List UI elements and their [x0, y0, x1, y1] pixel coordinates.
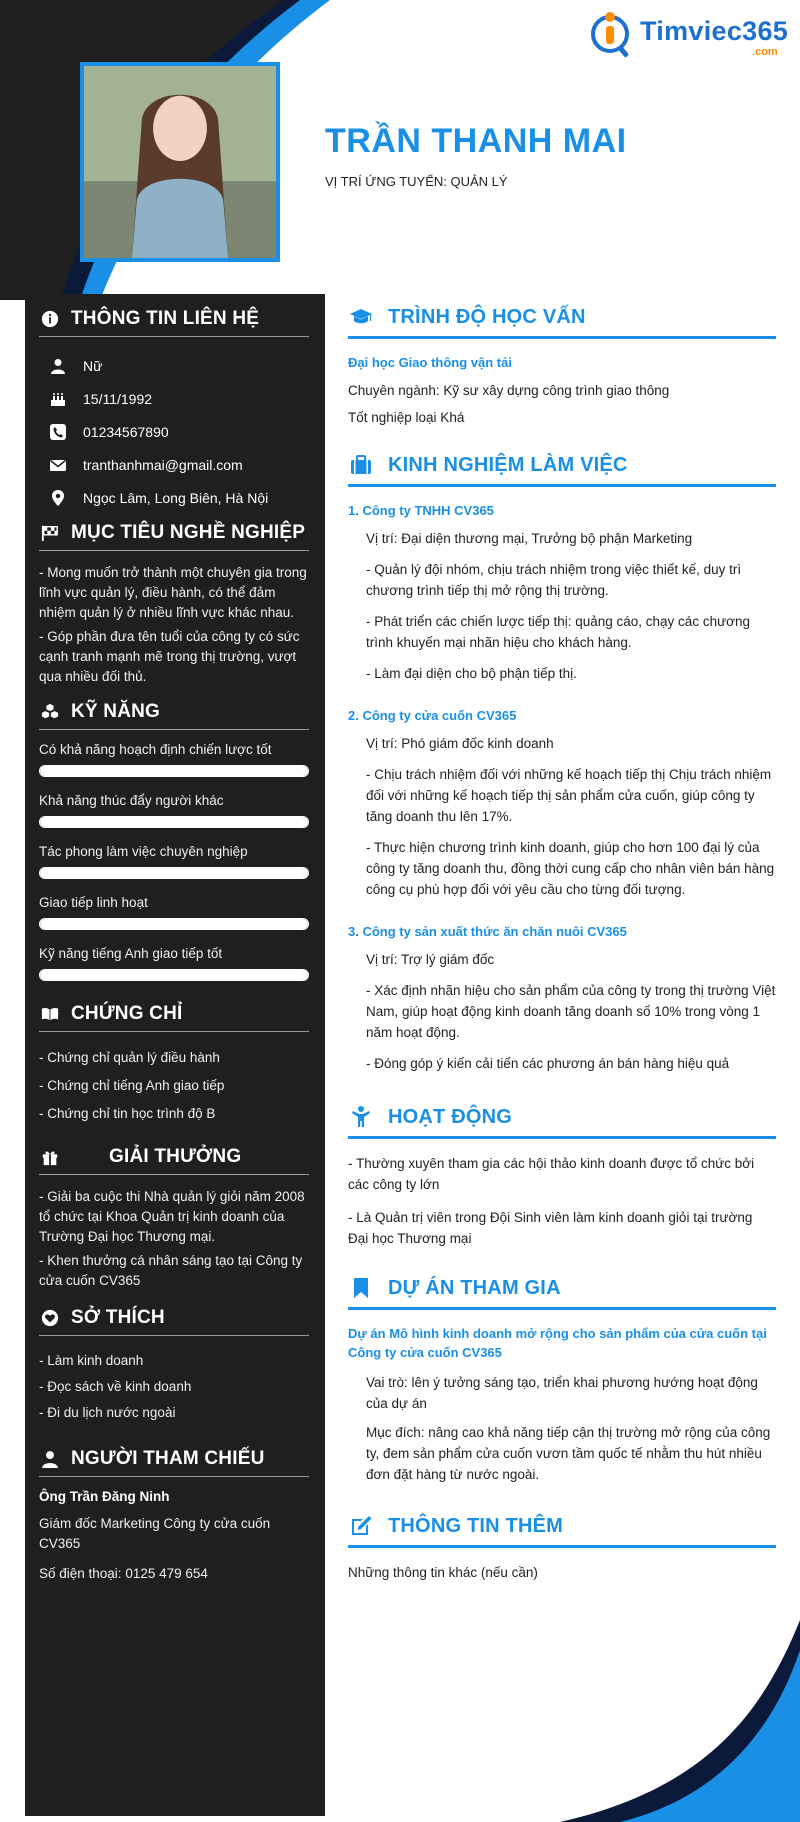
- brand-logo[interactable]: [590, 8, 790, 62]
- skill-item: [39, 895, 309, 930]
- education-heading: [348, 304, 776, 339]
- applied-position: VỊ TRÍ ỨNG TUYỂN: QUẢN LÝ: [325, 174, 508, 189]
- map-marker-icon: [47, 490, 69, 506]
- main-content: [348, 304, 776, 1589]
- cake-icon: [47, 391, 69, 407]
- job-company: 2. Công ty cửa cuốn CV365: [348, 708, 517, 723]
- skill-label: Tác phong làm việc chuyên nghiệp: [39, 844, 248, 859]
- skill-bar: [39, 765, 309, 777]
- logo-icon: [590, 8, 636, 60]
- certificate-item: - Chứng chỉ tin học trình độ B: [39, 1106, 216, 1121]
- heart-icon: [39, 1307, 61, 1329]
- activities-heading: [348, 1104, 776, 1139]
- contact-phone-value: 01234567890: [83, 423, 169, 440]
- reference-heading-text: NGƯỜI THAM CHIẾU: [71, 1448, 265, 1469]
- projects-heading-text: DỰ ÁN THAM GIA: [388, 1276, 561, 1299]
- skill-bar: [39, 969, 309, 981]
- skill-level: [40, 970, 308, 980]
- hobbies-heading-text: SỞ THÍCH: [71, 1307, 165, 1328]
- job-company: 3. Công ty sản xuất thức ăn chăn nuôi CV365: [348, 924, 627, 939]
- skill-item: [39, 844, 309, 879]
- contact-gender: [39, 349, 309, 382]
- award-paragraph: - Giải ba cuộc thi Nhà quản lý giỏi năm 2008 tổ chức tại Khoa Quản trị kinh doanh của Trường Đại học Thương mại.: [39, 1189, 305, 1244]
- awards-heading-text: GIẢI THƯỞNG: [109, 1146, 242, 1167]
- certificate-item: - Chứng chỉ quản lý điều hành: [39, 1050, 220, 1065]
- hobby-item: - Đọc sách về kinh doanh: [39, 1379, 192, 1394]
- contact-gender-value: Nữ: [83, 357, 103, 374]
- job-role: Vị trí: Trợ lý giám đốc: [366, 952, 495, 967]
- skill-label: Giao tiếp linh hoạt: [39, 895, 148, 910]
- award-paragraph: - Khen thưởng cá nhân sáng tạo tại Công ty cửa cuốn CV365: [39, 1253, 303, 1288]
- bookmark-icon: [348, 1275, 374, 1301]
- phone-icon: [47, 424, 69, 440]
- graduation-cap-icon: [348, 304, 374, 330]
- reference-name: Ông Trần Đăng Ninh: [39, 1489, 170, 1504]
- skill-item: [39, 742, 309, 777]
- activities-heading-text: HOẠT ĐỘNG: [388, 1105, 513, 1128]
- education-school: Đại học Giao thông vận tải: [348, 355, 512, 370]
- skill-level: [40, 817, 308, 827]
- envelope-icon: [47, 457, 69, 473]
- projects-heading: [348, 1275, 776, 1310]
- skill-item: [39, 946, 309, 981]
- contact-address-value: Ngọc Lâm, Long Biên, Hà Nội: [83, 489, 269, 506]
- experience-heading: [348, 452, 776, 487]
- skill-level: [40, 919, 308, 929]
- contact-address: [39, 481, 309, 514]
- edit-icon: [348, 1513, 374, 1539]
- reference-heading: [39, 1448, 309, 1477]
- reference-phone: Số điện thoại: 0125 479 654: [39, 1566, 208, 1581]
- profile-photo: [80, 62, 280, 262]
- project-name: Dự án Mô hình kinh doanh mở rộng cho sản phẩm của cửa cuốn tại Công ty cửa cuốn CV365: [348, 1326, 767, 1360]
- sidebar: [25, 294, 325, 1816]
- job-entry: [348, 501, 776, 684]
- project-goal: Mục đích: nâng cao khả năng tiếp cận thị trường mở rộng của công ty, đem sản phẩm cửa cuốn vươn tầm quốc tế nhằm thu hút nhiều đơn đặt hàng từ nước ngoài.: [366, 1425, 771, 1482]
- job-detail: - Làm đại diện cho bộ phận tiếp thị.: [366, 666, 577, 681]
- objective-paragraph: - Mong muốn trở thành một chuyên gia trong lĩnh vực quản lý, điều hành, có thể đảm nhiệm quản lý ở nhiều lĩnh vực khác nhau.: [39, 565, 307, 620]
- awards-heading: [39, 1146, 309, 1175]
- certificate-item: - Chứng chỉ tiếng Anh giao tiếp: [39, 1078, 225, 1093]
- user-icon: [39, 1448, 61, 1470]
- job-entry: [348, 922, 776, 1074]
- logo-suffix: .com: [752, 46, 778, 58]
- user-icon: [47, 358, 69, 374]
- briefcase-icon: [348, 452, 374, 478]
- contact-email[interactable]: [39, 448, 309, 481]
- skill-bar: [39, 816, 309, 828]
- activity-item: - Thường xuyên tham gia các hội thảo kinh doanh được tổ chức bởi các công ty lớn: [348, 1156, 755, 1192]
- contact-birthday-value: 15/11/1992: [83, 390, 153, 407]
- job-role: Vị trí: Đại diện thương mại, Trưởng bộ phận Marketing: [366, 531, 693, 546]
- skill-item: [39, 793, 309, 828]
- job-company: 1. Công ty TNHH CV365: [348, 503, 494, 518]
- project-role: Vai trò: lên ý tưởng sáng tạo, triển khai phương hướng hoạt động của dự án: [366, 1375, 758, 1411]
- skill-bar: [39, 867, 309, 879]
- logo-text: Timviec365: [640, 16, 789, 46]
- flag-checkered-icon: [39, 522, 61, 544]
- book-open-icon: [39, 1003, 61, 1025]
- contact-heading: [39, 308, 309, 337]
- skills-heading: [39, 701, 309, 730]
- job-detail: - Chịu trách nhiệm đối với những kế hoạch tiếp thị Chịu trách nhiệm đối với những kế hoạch tiếp thị sản phẩm cửa cuốn, giúp công ty tăng doanh thu lên 17%.: [366, 767, 772, 824]
- cubes-icon: [39, 701, 61, 723]
- child-icon: [348, 1104, 374, 1130]
- skill-level: [40, 868, 308, 878]
- skill-bar: [39, 918, 309, 930]
- skill-label: Có khả năng hoạch định chiến lược tốt: [39, 742, 272, 757]
- hobby-item: - Đi du lịch nước ngoài: [39, 1405, 176, 1420]
- skill-label: Kỹ năng tiếng Anh giao tiếp tốt: [39, 946, 223, 961]
- hobbies-heading: [39, 1307, 309, 1336]
- contact-birthday: [39, 382, 309, 415]
- job-entry: [348, 706, 776, 900]
- reference-role: Giám đốc Marketing Công ty cửa cuốn CV365: [39, 1516, 271, 1551]
- objective-heading-text: MỤC TIÊU NGHỀ NGHIỆP: [71, 522, 306, 543]
- job-detail: - Quản lý đội nhóm, chịu trách nhiệm trong việc thiết kế, duy trì chương trình tiếp thị mở rộng thị trường.: [366, 562, 742, 598]
- job-detail: - Thực hiện chương trình kinh doanh, giúp cho hơn 100 đại lý của công ty tăng doanh thu, đồng thời cung cấp cho nhân viên bán hàng công cụ phù hợp đối với yêu cầu cho từng đối tượng.: [366, 840, 775, 897]
- skill-label: Khả năng thúc đẩy người khác: [39, 793, 224, 808]
- gift-icon: [39, 1146, 61, 1168]
- extra-heading: [348, 1513, 776, 1548]
- experience-heading-text: KINH NGHIỆM LÀM VIỆC: [388, 453, 628, 476]
- job-detail: - Phát triển các chiến lược tiếp thị: quảng cáo, chạy các chương trình khuyến mại nhãn hiệu cho khách hàng.: [366, 614, 750, 650]
- job-detail: - Xác định nhãn hiệu cho sản phẩm của công ty trong thị trường Việt Nam, giúp hoạt động kinh doanh tăng doanh số 10% trong vòng 1 năm hoạt động.: [366, 983, 776, 1040]
- activity-item: - Là Quản trị viên trong Đội Sinh viên làm kinh doanh giỏi tại trường Đại học Thương mại: [348, 1210, 753, 1246]
- education-major: Chuyên ngành: Kỹ sư xây dựng công trình giao thông: [348, 383, 670, 398]
- certificates-heading: [39, 1003, 309, 1032]
- extra-heading-text: THÔNG TIN THÊM: [388, 1514, 564, 1537]
- certificates-heading-text: CHỨNG CHỈ: [71, 1003, 183, 1024]
- info-circle-icon: [39, 308, 61, 330]
- skills-heading-text: KỸ NĂNG: [71, 701, 161, 722]
- hobby-item: - Làm kinh doanh: [39, 1353, 144, 1368]
- extra-text: Những thông tin khác (nếu cần): [348, 1565, 538, 1580]
- job-detail: - Đóng góp ý kiến cải tiến các phương án bán hàng hiệu quả: [366, 1056, 730, 1071]
- contact-email-value: tranthanhmai@gmail.com: [83, 456, 243, 473]
- job-role: Vị trí: Phó giám đốc kinh doanh: [366, 736, 554, 751]
- objective-paragraph: - Góp phần đưa tên tuổi của công ty có sức cạnh tranh mạnh mẽ trong thị trường, vượt qua nhiều đối thủ.: [39, 629, 300, 684]
- education-heading-text: TRÌNH ĐỘ HỌC VẤN: [388, 305, 586, 328]
- candidate-name: TRẦN THANH MAI: [325, 122, 627, 160]
- objective-heading: [39, 522, 309, 551]
- skill-level: [40, 766, 308, 776]
- contact-heading-text: THÔNG TIN LIÊN HỆ: [71, 308, 260, 329]
- contact-phone[interactable]: [39, 415, 309, 448]
- education-grade: Tốt nghiệp loại Khá: [348, 410, 465, 425]
